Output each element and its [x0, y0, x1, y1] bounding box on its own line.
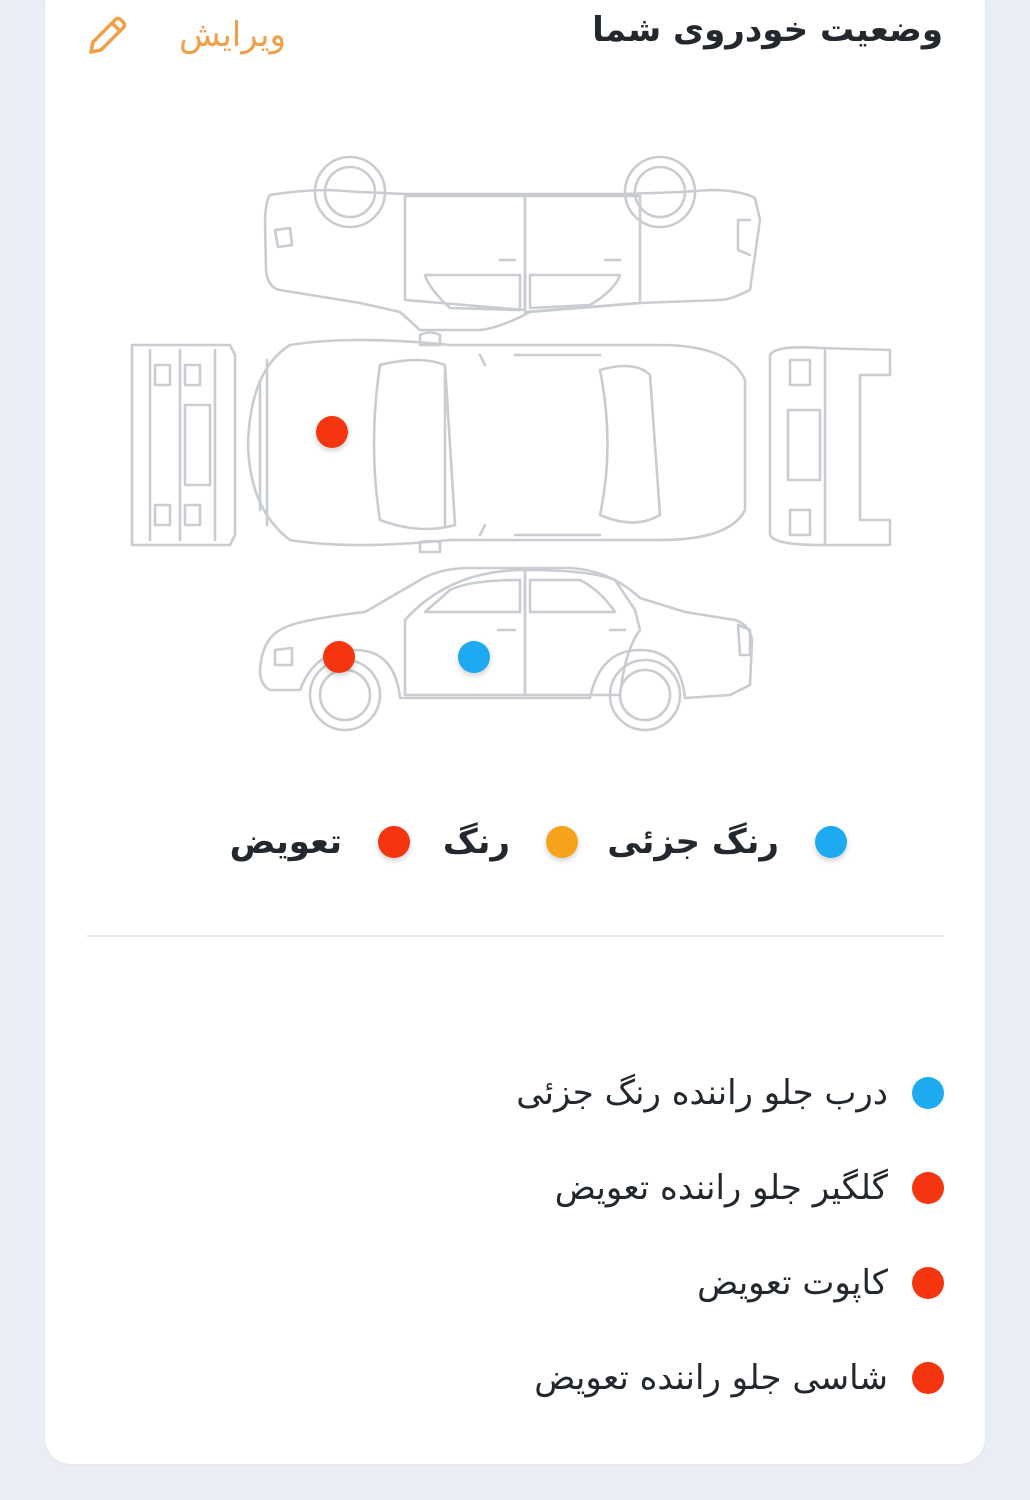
legend-label: تعویض	[229, 822, 342, 862]
legend-dot-partial-paint	[815, 826, 847, 858]
damage-marker-front-door[interactable]	[458, 641, 490, 673]
damage-list	[144, 1045, 944, 1425]
pencil-icon	[85, 12, 131, 58]
damage-label: گلگیر جلو راننده تعویض	[554, 1167, 888, 1208]
legend-dot-replacement	[378, 826, 410, 858]
damage-label: درب جلو راننده رنگ جزئی	[516, 1072, 888, 1113]
car-outline	[120, 150, 910, 750]
edit-label: ویرایش	[179, 15, 286, 55]
list-item	[144, 1330, 944, 1425]
legend-label: رنگ جزئی	[607, 822, 779, 862]
color-legend	[0, 812, 1030, 872]
car-passenger-side-view	[265, 157, 760, 330]
legend-dot-paint	[546, 826, 578, 858]
list-item	[144, 1045, 944, 1140]
damage-dot	[912, 1077, 944, 1109]
edit-button[interactable]	[85, 12, 286, 58]
list-item	[144, 1140, 944, 1235]
legend-label: رنگ	[442, 822, 510, 862]
page-title: وضعیت خودروی شما	[592, 10, 943, 50]
car-front-view	[132, 345, 235, 545]
damage-label: کاپوت تعویض	[697, 1262, 888, 1303]
damage-dot	[912, 1172, 944, 1204]
damage-marker-hood[interactable]	[316, 416, 348, 448]
car-rear-view	[770, 347, 890, 545]
damage-label: شاسی جلو راننده تعویض	[534, 1357, 888, 1398]
section-divider	[87, 935, 944, 937]
damage-marker-front-fender[interactable]	[323, 641, 355, 673]
damage-dot	[912, 1362, 944, 1394]
legend-item-partial-paint	[607, 812, 847, 872]
legend-item-paint	[443, 812, 578, 872]
car-damage-diagram	[120, 150, 910, 750]
legend-item-replacement	[230, 812, 410, 872]
damage-dot	[912, 1267, 944, 1299]
list-item	[144, 1235, 944, 1330]
